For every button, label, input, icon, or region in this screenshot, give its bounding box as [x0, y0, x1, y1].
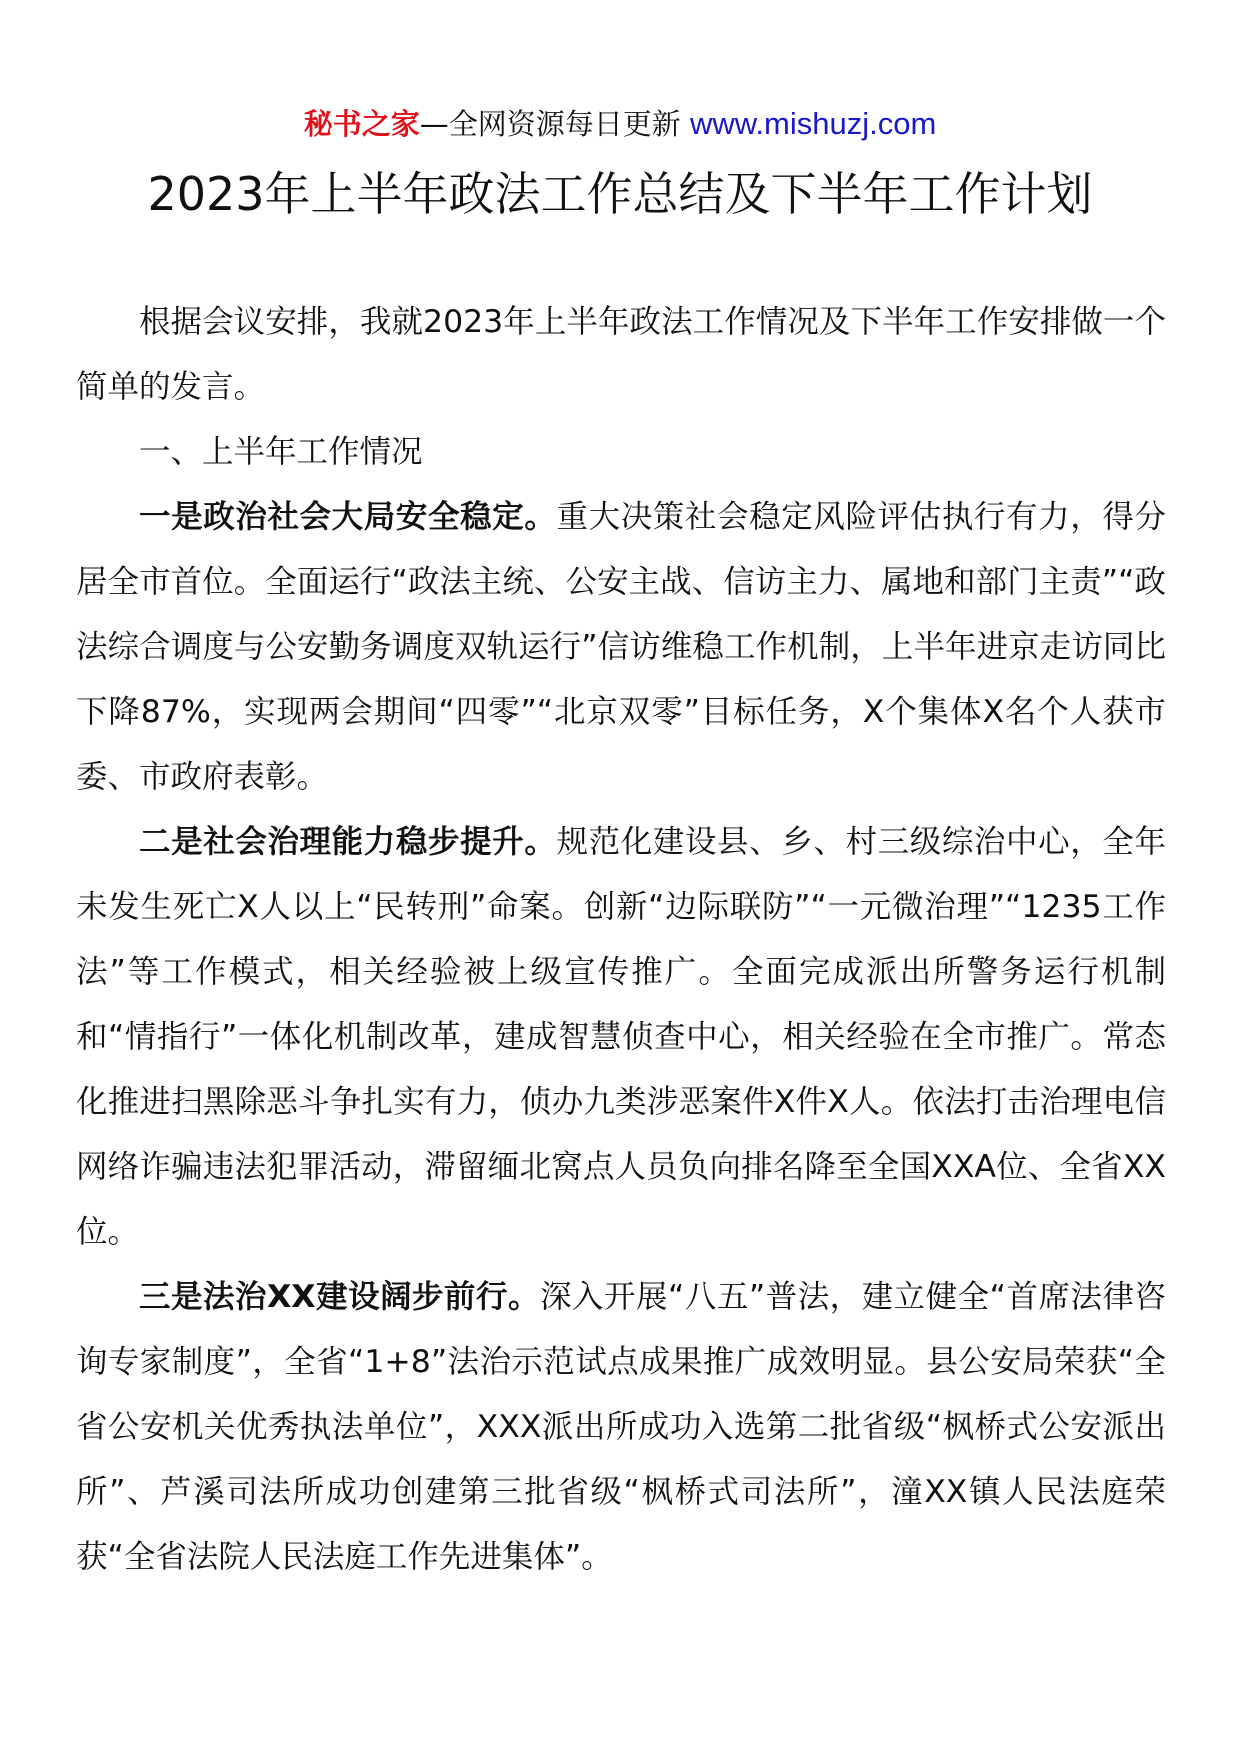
- document-title: 2023年上半年政法工作总结及下半年工作计划: [147, 167, 1093, 221]
- banner-slogan: —全网资源每日更新: [419, 107, 690, 141]
- paragraph-text: 规范化建设县、乡、村三级综治中心，全年未发生死亡X人以上“民转刑”命案。创新“边际联防”“一元微治理”“1235工作法”等工作模式，相关经验被上级宣传推广。全面完成派出所警务运行机制和“情指行”一体化机制改革，建成智慧侦查中心，相关经验在全市推广。常态化推进扫黑除恶斗争扎实有力，侦办九类涉恶案件X件X人。依法打击治理电信网络诈骗违法犯罪活动，滞留缅北窝点人员负向排名降至全国XXA位、全省XX位。: [76, 824, 1166, 1250]
- intro-paragraph: 根据会议安排，我就2023年上半年政法工作情况及下半年工作安排做一个简单的发言。: [76, 304, 1166, 405]
- section-heading-first-half: 一、上半年工作情况: [139, 434, 423, 470]
- paragraph-lead: 三是法治XX建设阔步前行。: [139, 1279, 541, 1315]
- site-url-link[interactable]: www.mishuzj.com: [689, 106, 937, 141]
- paragraph-text: 深入开展“八五”普法，建立健全“首席法律咨询专家制度”，全省“1+8”法治示范试点成果推广成效明显。县公安局荣获“全省公安机关优秀执法单位”，XXX派出所成功入选第二批省级“枫桥式公安派出所”、芦溪司法所成功创建第三批省级“枫桥式司法所”，潼XX镇人民法庭荣获“全省法院人民法庭工作先进集体”。: [76, 1279, 1166, 1575]
- paragraph-rule-of-law: [76, 1265, 1166, 1590]
- brand-name: 秘书之家: [303, 107, 420, 141]
- document-body: [76, 290, 1166, 1590]
- paragraph-text: 重大决策社会稳定风险评估执行有力，得分居全市首位。全面运行“政法主统、公安主战、信访主力、属地和部门主责”“政法综合调度与公安勤务调度双轨运行”信访维稳工作机制，上半年进京走访同比下降87%，实现两会期间“四零”“北京双零”目标任务，X个集体X名个人获市委、市政府表彰。: [76, 499, 1166, 795]
- paragraph-lead: 二是社会治理能力稳步提升。: [139, 824, 557, 860]
- paragraph-lead: 一是政治社会大局安全稳定。: [139, 499, 557, 535]
- paragraph-social-governance: [76, 810, 1166, 1265]
- paragraph-political-stability: [76, 485, 1166, 810]
- site-banner: [0, 104, 1240, 144]
